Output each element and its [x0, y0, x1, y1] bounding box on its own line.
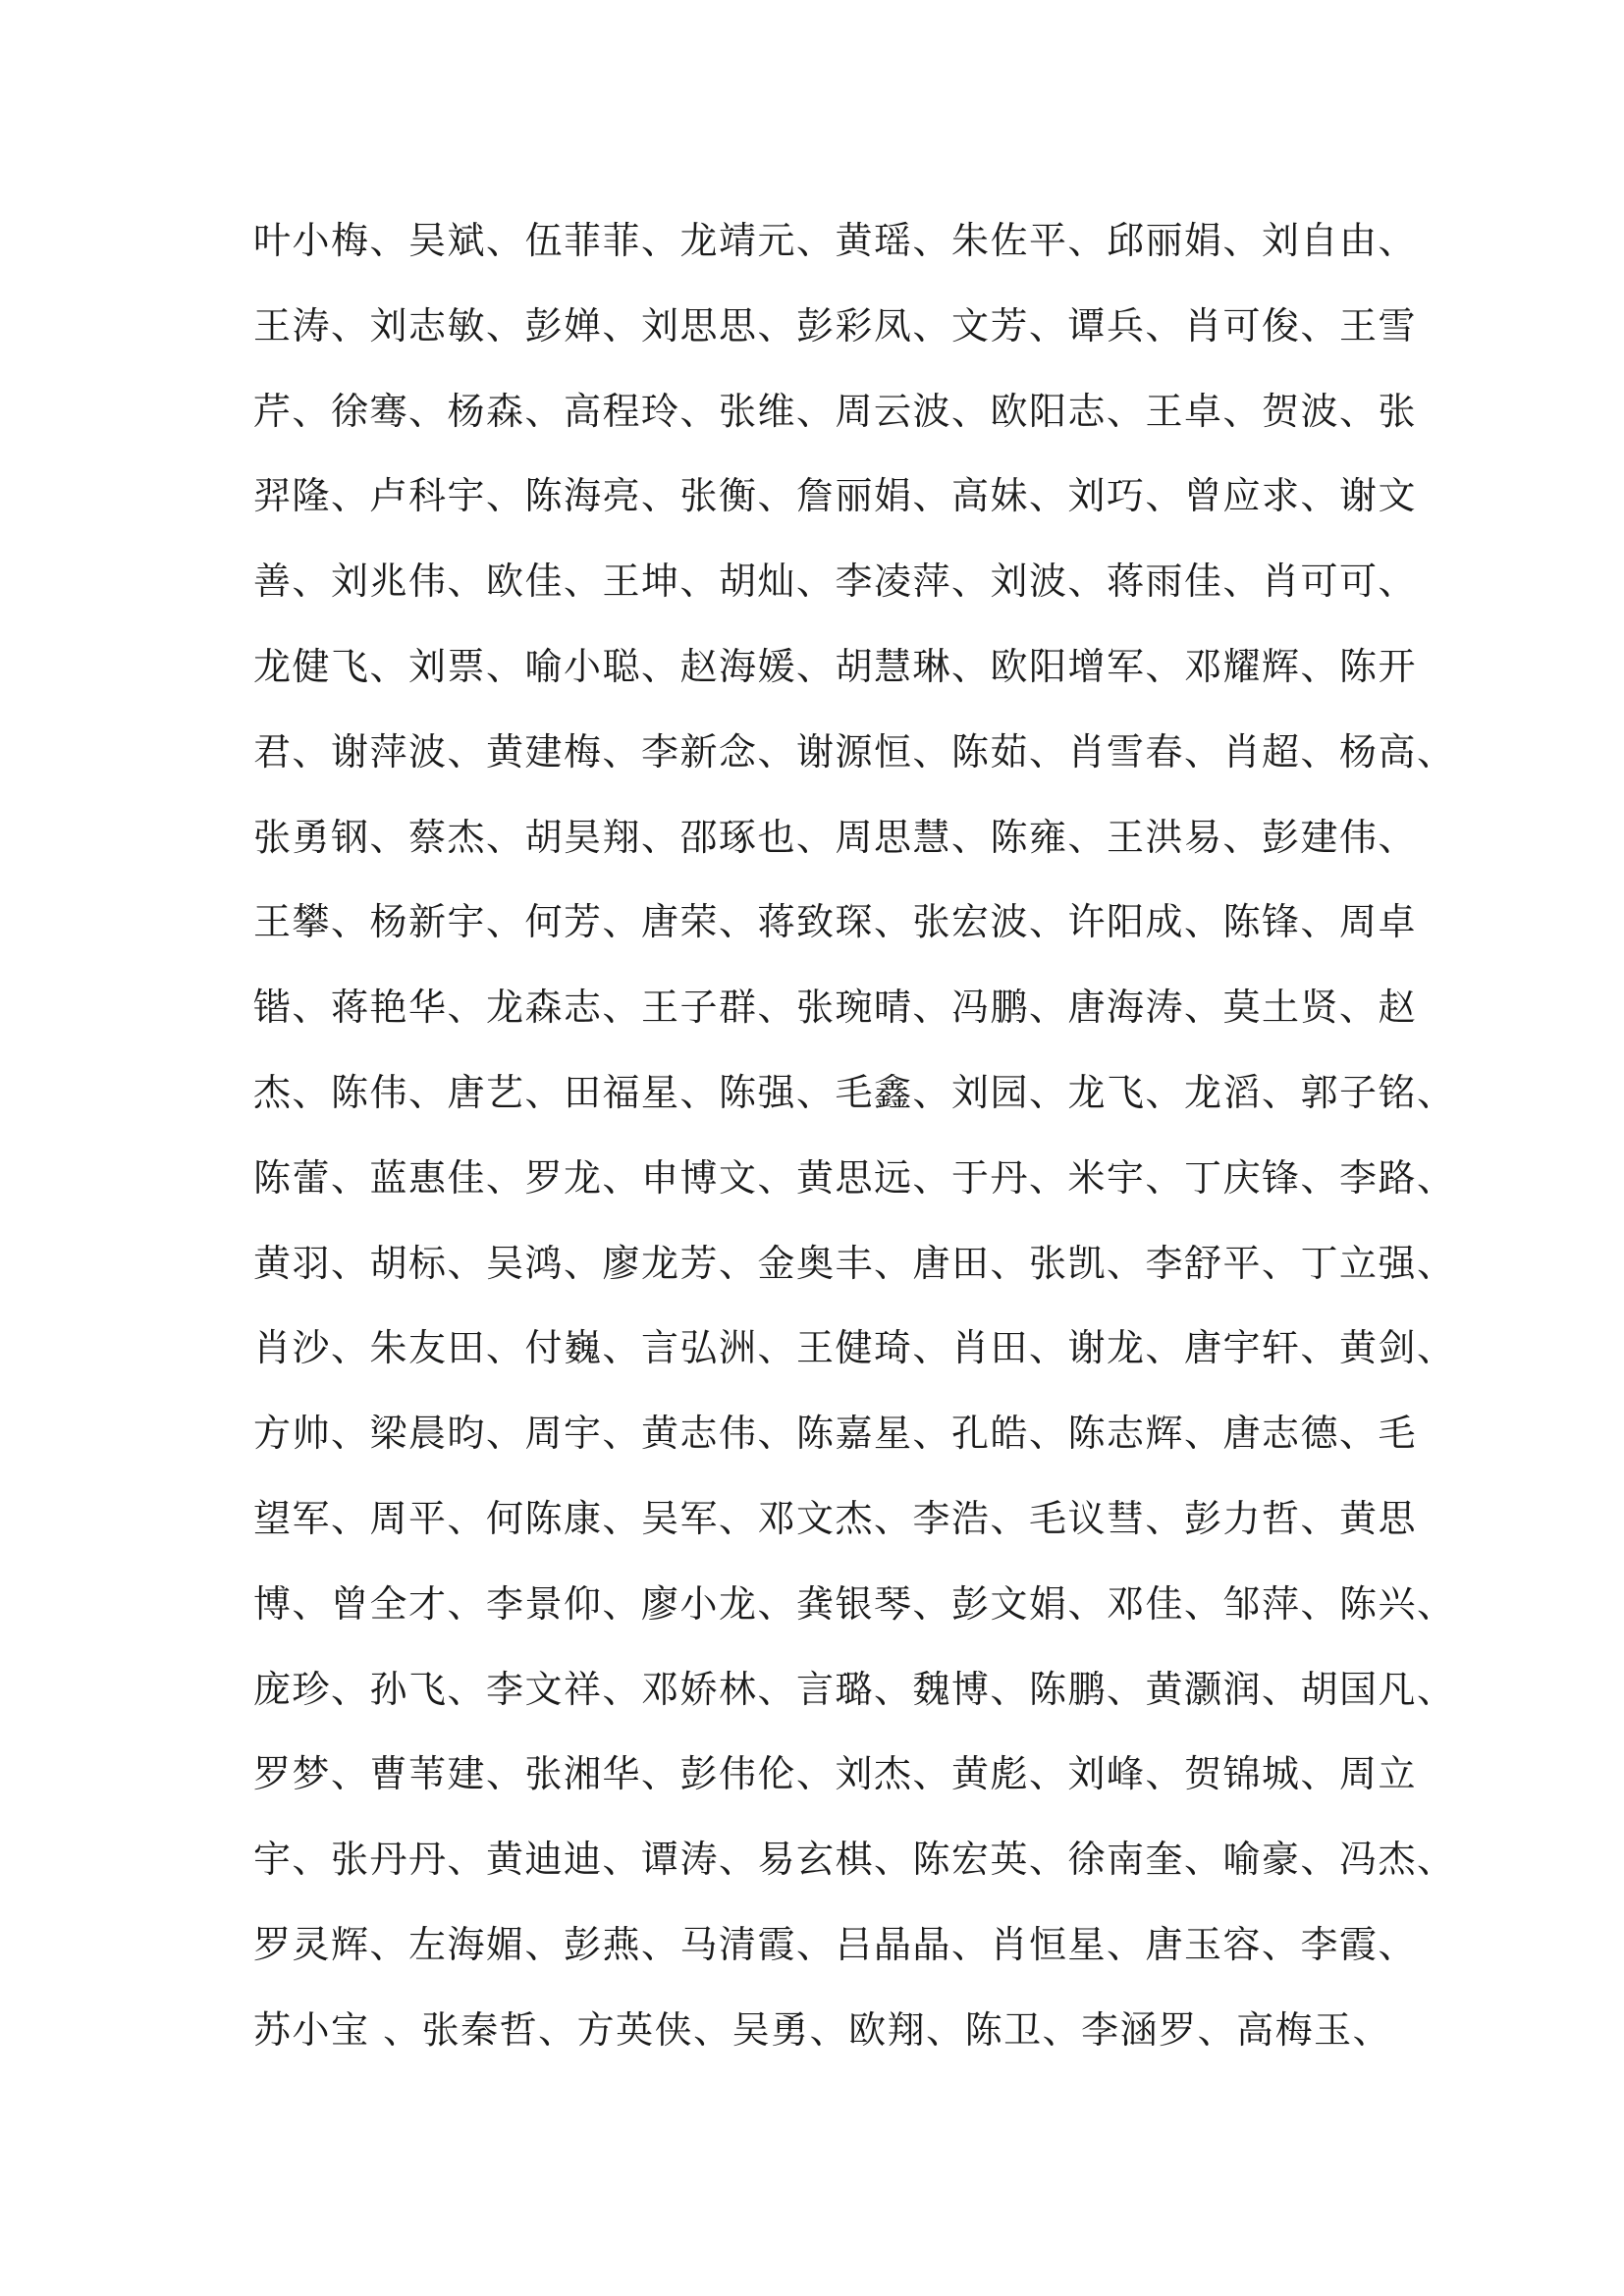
text-line: 肖沙、朱友田、付巍、言弘洲、王健琦、肖田、谢龙、唐宇轩、黄剑、 [253, 1326, 1456, 1370]
text-line: 庞珍、孙飞、李文祥、邓娇林、言璐、魏博、陈鹏、黄灏润、胡国凡、 [253, 1667, 1456, 1711]
text-line: 善、刘兆伟、欧佳、王坤、胡灿、李凌萍、刘波、蒋雨佳、肖可可、 [253, 560, 1418, 604]
text-line: 君、谢萍波、黄建梅、李新念、谢源恒、陈茹、肖雪春、肖超、杨高、 [253, 729, 1456, 774]
text-line: 望军、周平、何陈康、吴军、邓文杰、李浩、毛议彗、彭力哲、黄思 [253, 1496, 1418, 1540]
text-line: 陈蕾、蓝惠佳、罗龙、申博文、黄思远、于丹、米宇、丁庆锋、李路、 [253, 1155, 1456, 1200]
text-line: 叶小梅、吴斌、伍菲菲、龙靖元、黄瑶、朱佐平、邱丽娟、刘自由、 [253, 219, 1418, 262]
text-line: 罗梦、曹苇建、张湘华、彭伟伦、刘杰、黄彪、刘峰、贺锦城、周立 [253, 1752, 1418, 1796]
text-line: 罗灵辉、左海媚、彭燕、马清霞、吕晶晶、肖恒星、唐玉容、李霞、 [253, 1922, 1418, 1966]
text-line: 宇、张丹丹、黄迪迪、谭涛、易玄棋、陈宏英、徐南奎、喻豪、冯杰、 [253, 1838, 1456, 1882]
text-line: 黄羽、胡标、吴鸿、廖龙芳、金奥丰、唐田、张凯、李舒平、丁立强、 [253, 1241, 1456, 1285]
text-line: 王攀、杨新宇、何芳、唐荣、蒋致琛、张宏波、许阳成、陈锋、周卓 [253, 900, 1418, 944]
name-list-paragraph [253, 211, 1456, 2086]
text-line: 苏小宝 、张秦哲、方英侠、吴勇、欧翔、陈卫、李涵罗、高梅玉、 [253, 2007, 1392, 2052]
text-line: 锴、蒋艳华、龙森志、王子群、张琬晴、冯鹏、唐海涛、莫土贤、赵 [253, 986, 1418, 1030]
text-line: 芹、徐骞、杨森、高程玲、张维、周云波、欧阳志、王卓、贺波、张 [253, 389, 1418, 433]
text-line: 王涛、刘志敏、彭婵、刘思思、彭彩凤、文芳、谭兵、肖可俊、王雪 [253, 303, 1418, 347]
text-line: 杰、陈伟、唐艺、田福星、陈强、毛鑫、刘园、龙飞、龙滔、郭子铭、 [253, 1070, 1456, 1114]
text-line: 方帅、梁晨昀、周宇、黄志伟、陈嘉星、孔皓、陈志辉、唐志德、毛 [253, 1412, 1418, 1456]
text-line: 羿隆、卢科宇、陈海亮、张衡、詹丽娟、高妹、刘巧、曾应求、谢文 [253, 474, 1418, 518]
text-line: 张勇钢、蔡杰、胡昊翔、邵琢也、周思慧、陈雍、王洪易、彭建伟、 [253, 815, 1418, 859]
text-line: 龙健飞、刘票、喻小聪、赵海媛、胡慧琳、欧阳增军、邓耀辉、陈开 [253, 644, 1418, 688]
text-line: 博、曾全才、李景仰、廖小龙、龚银琴、彭文娟、邓佳、邹萍、陈兴、 [253, 1581, 1456, 1626]
